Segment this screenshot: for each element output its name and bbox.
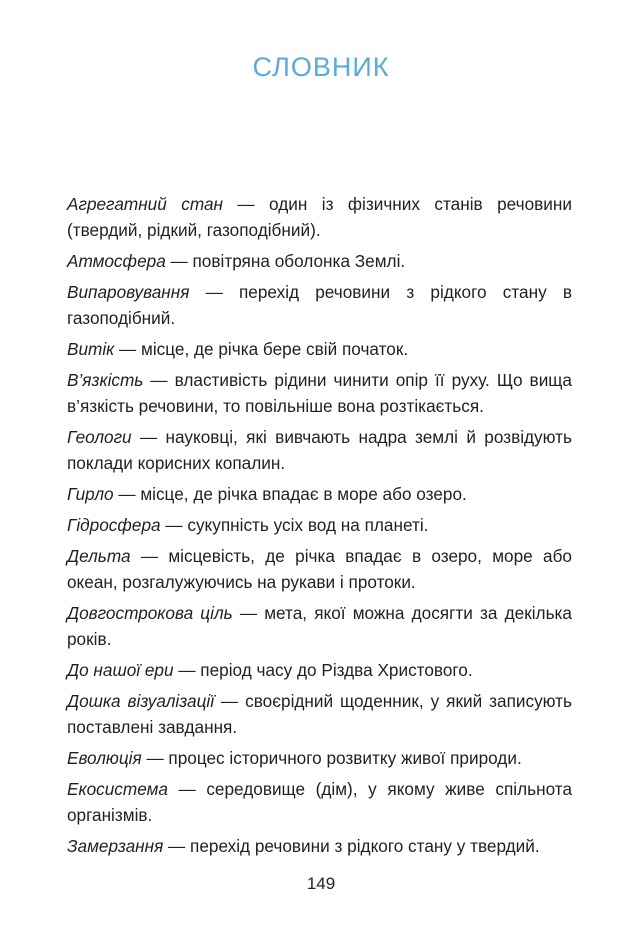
- glossary-definition: — повітряна оболонка Землі.: [165, 251, 406, 271]
- glossary-entry: [67, 833, 572, 859]
- glossary-definition: — своєрідний щоденник, у який записують поставлені завдання.: [67, 691, 572, 737]
- glossary-entry: [67, 776, 572, 828]
- glossary-entry: [67, 688, 572, 740]
- page-number: 149: [306, 874, 336, 893]
- glossary-definition: — перехід речовини з рідкого стану в газоподібний.: [67, 282, 572, 328]
- glossary-term: Витік: [67, 339, 115, 359]
- glossary-term: До нашої ери: [67, 660, 174, 680]
- glossary-term: Дошка візуалізації: [67, 691, 215, 711]
- glossary-definition: — середовище (дім), у якому живе спільнота організмів.: [67, 779, 572, 825]
- glossary-list: [67, 191, 572, 864]
- glossary-definition: — перехід речовини з рідкого стану у твердий.: [163, 836, 540, 856]
- glossary-entry: [67, 543, 572, 595]
- glossary-term: Випаровування: [67, 282, 190, 302]
- glossary-entry: [67, 745, 572, 771]
- glossary-entry: [67, 191, 572, 243]
- glossary-entry: [67, 600, 572, 652]
- glossary-term: В’язкість: [67, 370, 144, 390]
- glossary-entry: [67, 512, 572, 538]
- glossary-definition: — період часу до Різдва Христового.: [173, 660, 473, 680]
- glossary-entry: [67, 481, 572, 507]
- glossary-definition: — властивість рідини чинити опір її руху. Що вища в’язкість речовини, то повільніше вона розтікається.: [67, 370, 572, 416]
- glossary-definition: — мета, якої можна досягти за декілька років.: [67, 603, 572, 649]
- glossary-term: Довгострокова ціль: [67, 603, 233, 623]
- glossary-term: Дельта: [67, 546, 131, 566]
- glossary-entry: [67, 657, 572, 683]
- glossary-entry: [67, 279, 572, 331]
- glossary-definition: — науковці, які вивчають надра землі й розвідують поклади корисних копалин.: [67, 427, 572, 473]
- glossary-definition: — процес історичного розвитку живої природи.: [141, 748, 522, 768]
- glossary-definition: — один із фізичних станів речовини (твердий, рідкий, газоподібний).: [67, 194, 572, 240]
- glossary-term: Геологи: [67, 427, 132, 447]
- glossary-definition: — сукупність усіх вод на планеті.: [160, 515, 429, 535]
- glossary-definition: — місцевість, де річка впадає в озеро, море або океан, розгалужуючись на рукави і протоки.: [67, 546, 572, 592]
- glossary-term: Атмосфера: [67, 251, 166, 271]
- page-title: СЛОВНИК: [252, 52, 390, 82]
- glossary-term: Екосистема: [67, 779, 168, 799]
- glossary-entry: [67, 336, 572, 362]
- glossary-term: Замерзання: [67, 836, 164, 856]
- glossary-term: Еволюція: [67, 748, 142, 768]
- glossary-term: Гідросфера: [67, 515, 161, 535]
- glossary-entry: [67, 424, 572, 476]
- glossary-definition: — місце, де річка бере свій початок.: [114, 339, 409, 359]
- glossary-entry: [67, 367, 572, 419]
- glossary-entry: [67, 248, 572, 274]
- glossary-definition: — місце, де річка впадає в море або озеро.: [113, 484, 467, 504]
- glossary-term: Гирло: [67, 484, 114, 504]
- glossary-term: Агрегатний стан: [67, 194, 223, 214]
